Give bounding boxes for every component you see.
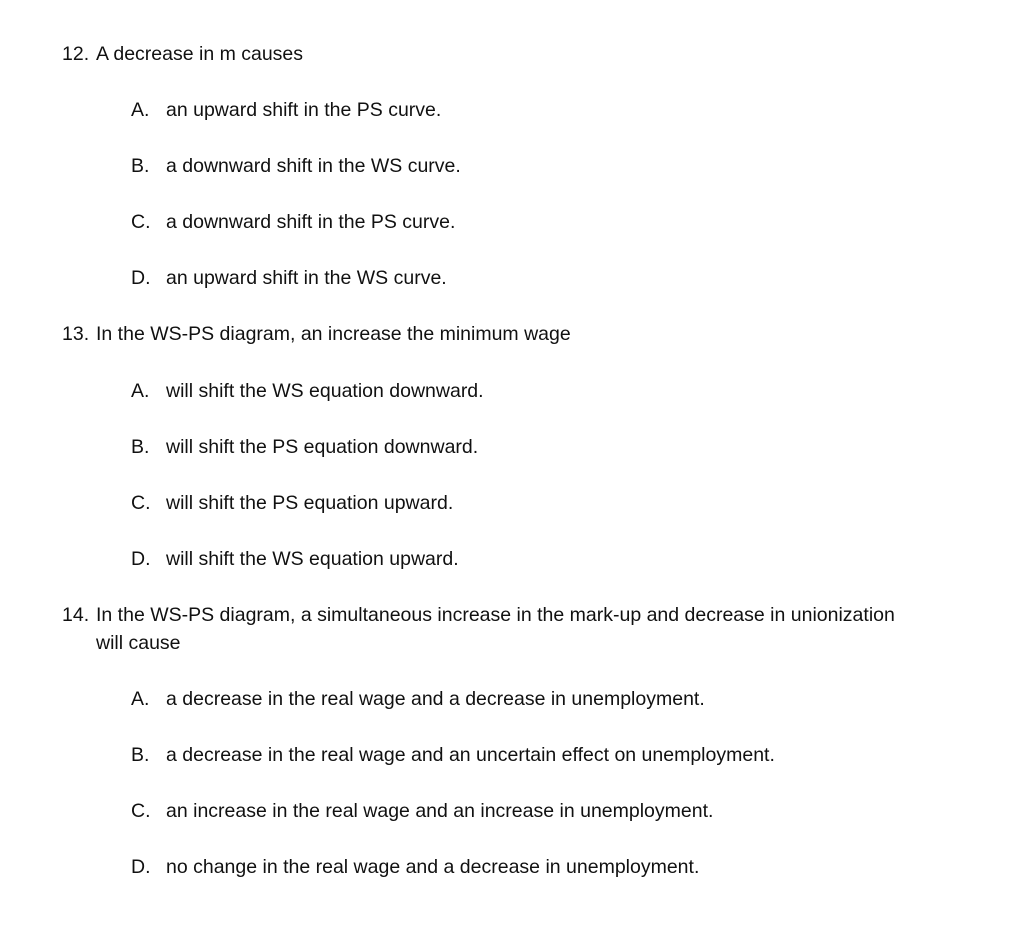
option-text: will shift the WS equation downward. [166, 380, 484, 402]
question-14-option-a[interactable] [131, 685, 705, 713]
option-letter: D. [131, 856, 151, 878]
option-letter: B. [131, 155, 150, 177]
question-13-option-c[interactable] [131, 489, 453, 517]
option-letter: D. [131, 548, 151, 570]
option-letter: B. [131, 744, 150, 766]
question-14 [62, 601, 895, 629]
option-letter: B. [131, 436, 150, 458]
question-number: 14. [62, 604, 90, 626]
question-number: 12. [62, 43, 90, 65]
option-letter: C. [131, 211, 151, 233]
question-14-option-c[interactable] [131, 797, 713, 825]
option-text: a downward shift in the PS curve. [166, 211, 456, 233]
question-13-option-a[interactable] [131, 377, 484, 405]
option-text: a decrease in the real wage and an uncertain effect on unemployment. [166, 744, 775, 766]
option-letter: A. [131, 99, 150, 121]
question-number: 13. [62, 323, 90, 345]
question-12-option-d[interactable] [131, 264, 447, 292]
option-letter: A. [131, 380, 150, 402]
question-12-option-c[interactable] [131, 208, 455, 236]
question-14-stem-continued: will cause [96, 632, 181, 654]
option-letter: A. [131, 688, 150, 710]
option-text: no change in the real wage and a decrease in unemployment. [166, 856, 700, 878]
question-14-option-d[interactable] [131, 853, 699, 881]
option-text: an upward shift in the PS curve. [166, 99, 442, 121]
question-13 [62, 320, 571, 348]
question-stem: In the WS-PS diagram, an increase the minimum wage [96, 323, 571, 345]
question-12 [62, 40, 303, 68]
option-letter: C. [131, 800, 151, 822]
question-14-option-b[interactable] [131, 741, 775, 769]
question-stem: In the WS-PS diagram, a simultaneous increase in the mark-up and decrease in unionization [96, 604, 895, 626]
question-stem: A decrease in m causes [96, 43, 304, 65]
option-text: a decrease in the real wage and a decrease in unemployment. [166, 688, 705, 710]
option-letter: D. [131, 267, 151, 289]
option-text: an upward shift in the WS curve. [166, 267, 447, 289]
option-text: a downward shift in the WS curve. [166, 155, 461, 177]
question-12-option-a[interactable] [131, 96, 441, 124]
question-12-option-b[interactable] [131, 152, 461, 180]
option-text: will shift the PS equation upward. [166, 492, 454, 514]
option-text: an increase in the real wage and an increase in unemployment. [166, 800, 714, 822]
question-13-option-d[interactable] [131, 545, 459, 573]
option-letter: C. [131, 492, 151, 514]
option-text: will shift the WS equation upward. [166, 548, 459, 570]
question-13-option-b[interactable] [131, 433, 478, 461]
option-text: will shift the PS equation downward. [166, 436, 479, 458]
